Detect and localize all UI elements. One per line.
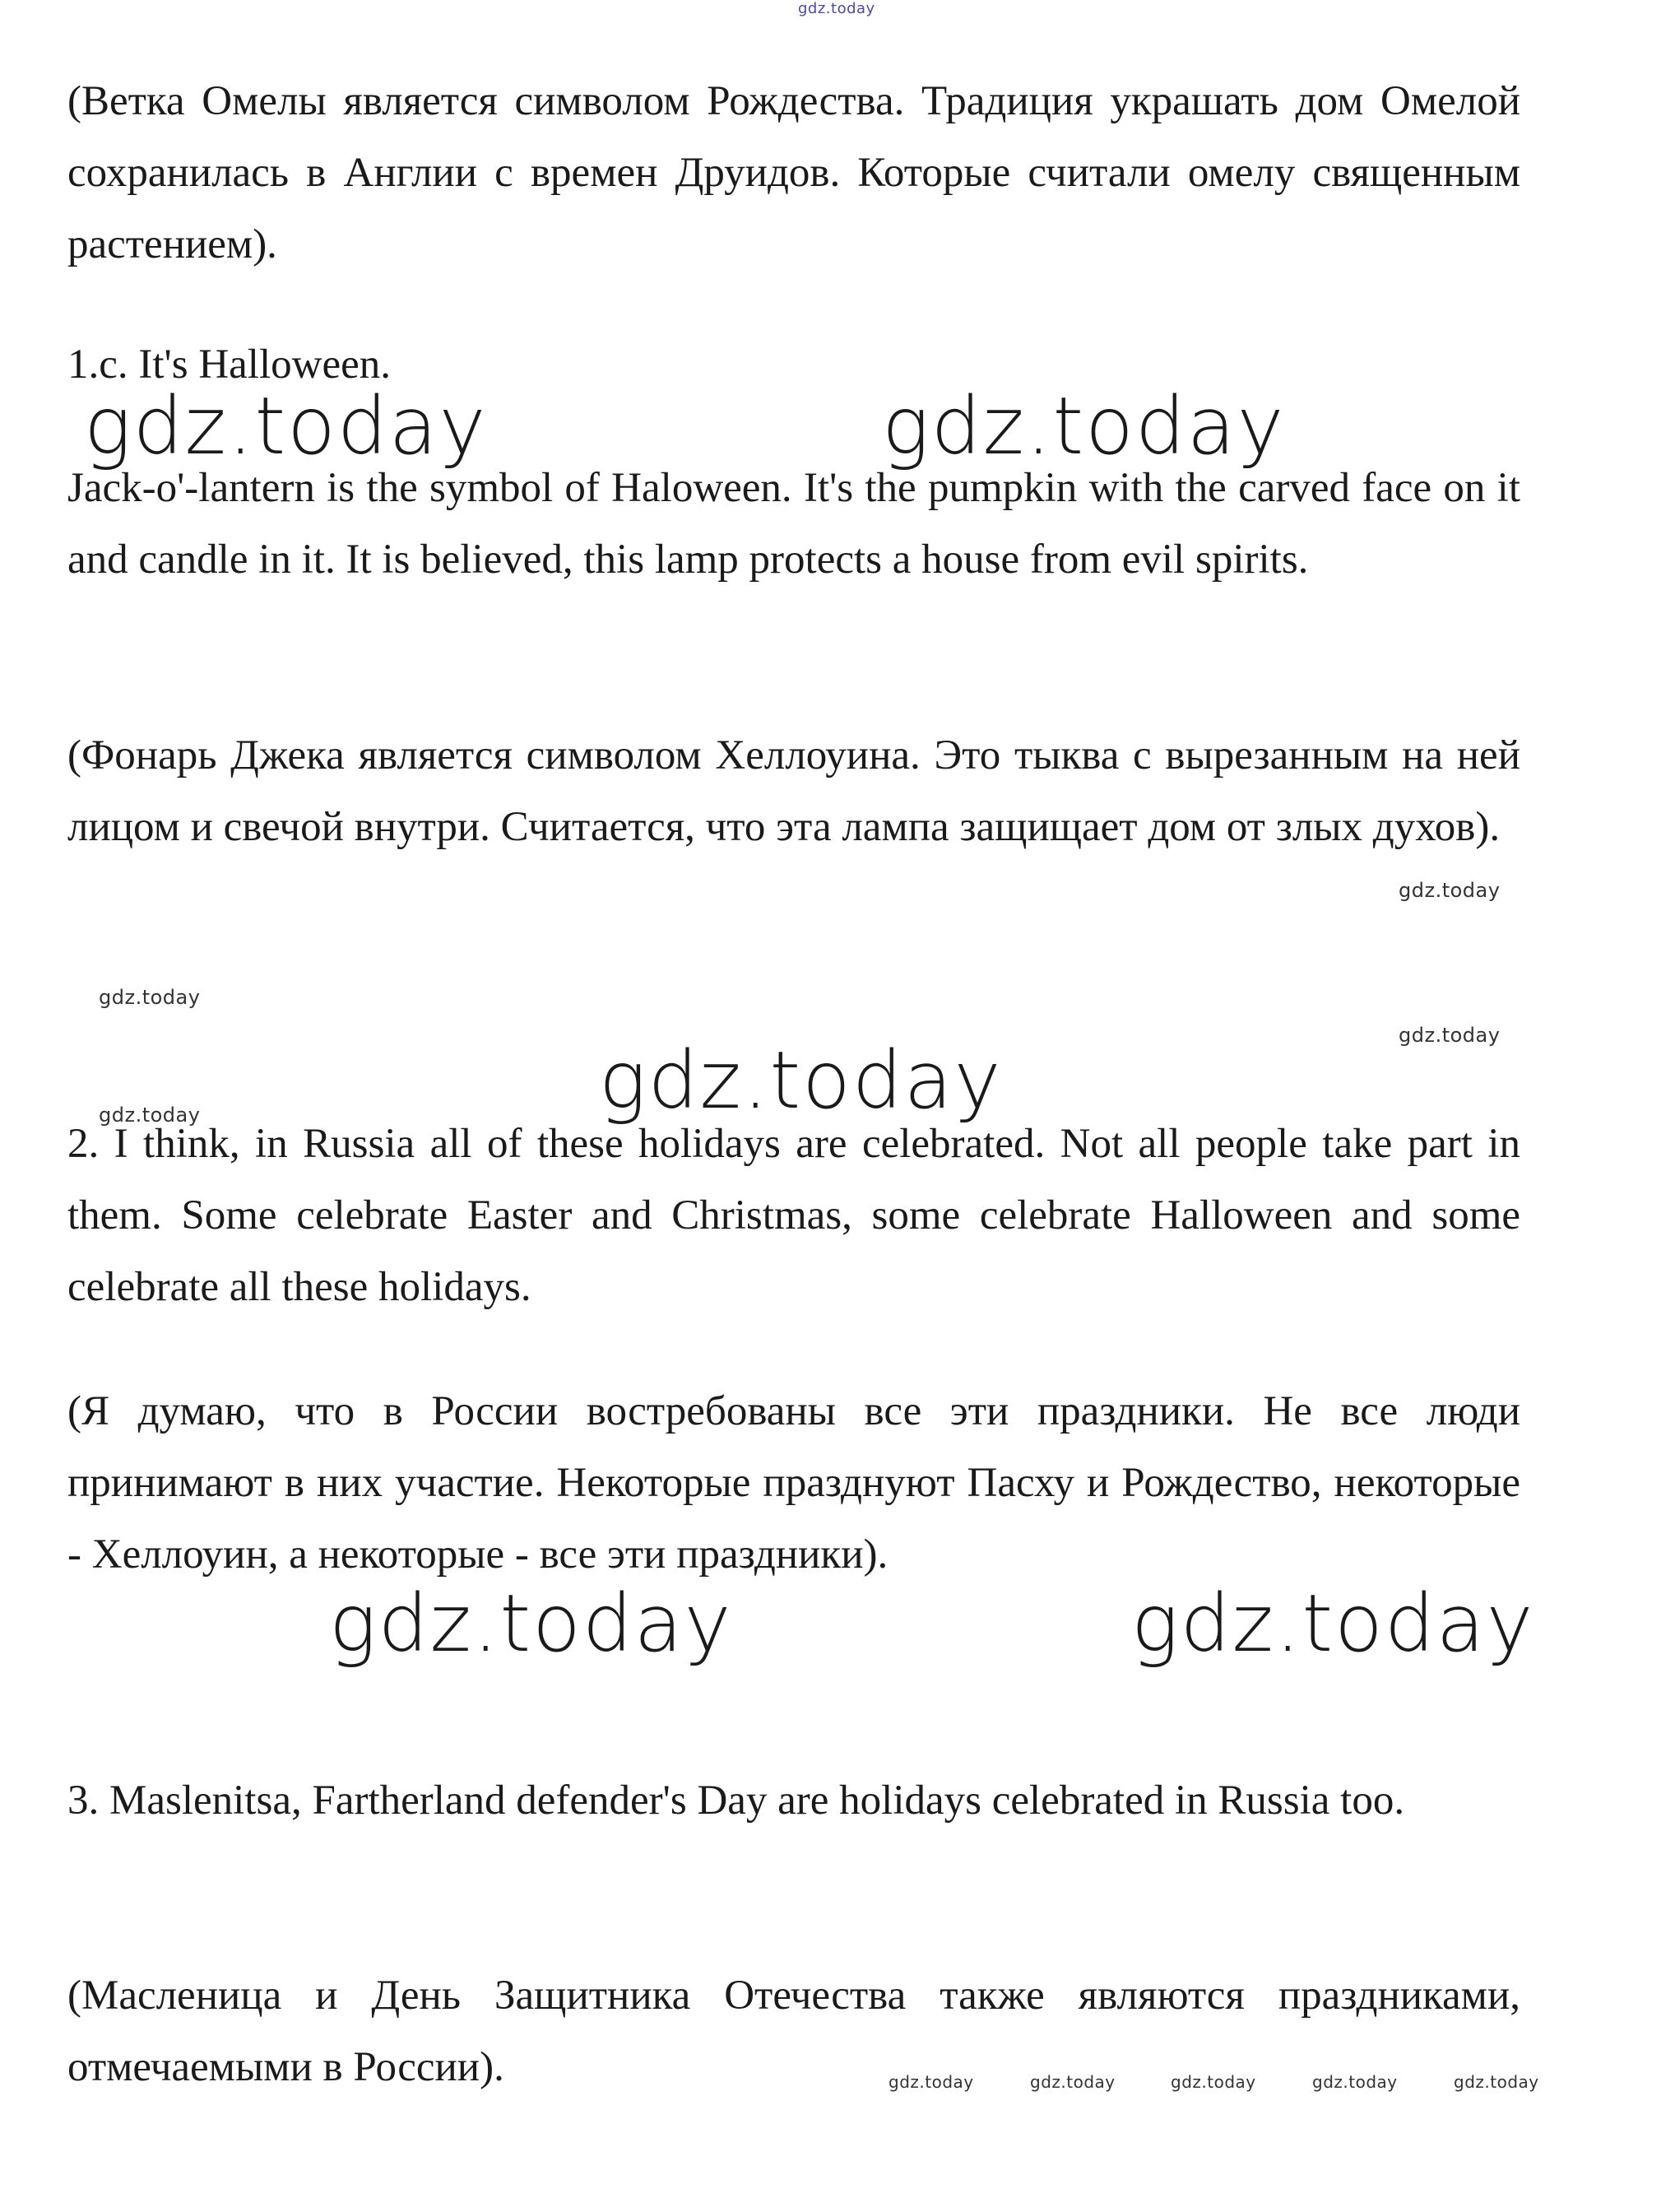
watermark-big: gdz.today [599,1034,1003,1127]
watermark-big: gdz.today [84,380,488,472]
watermark-small: gdz.today [1399,879,1501,902]
watermark-small: gdz.today [99,986,201,1009]
answer-2: 2. I think, in Russia all of these holidays are celebrated. Not all people take part in them. Some celebrate Easter and Christmas, some celebrate Halloween and some celebrate all these holidays. [67,1121,1520,1310]
watermark-tiny: gdz.today [1030,2072,1116,2092]
watermark-top: gdz.today [798,0,875,17]
paragraph-jack-o-lantern: Jack-o'-lantern is the symbol of Haloween. It's the pumpkin with the carved face on it and candle in it. It is believed, this lamp protects a house from evil spirits. [67,465,1520,583]
paragraph-mistletoe-translation: (Ветка Омелы является символом Рождества. Традиция украшать дом Омелой сохранилась в Англии с времен Друидов. Которые считали омелу священным растением). [67,78,1520,267]
answer-3: 3. Maslenitsa, Fartherland defender's Day are holidays celebrated in Russia too. [67,1778,1405,1824]
answer-2-translation: (Я думаю, что в России востребованы все эти праздники. Не все люди принимают в них участие. Некоторые празднуют Пасху и Рождество, некоторые - Хеллоуин, а некоторые - все эти праздники). [67,1388,1520,1578]
answer-1c: 1.c. It's Halloween. [67,342,391,388]
watermark-small: gdz.today [1399,1024,1501,1047]
answer-3-translation: (Масленица и День Защитника Отечества также являются праздниками, отмечаемыми в России). [67,1973,1520,2090]
watermark-tiny: gdz.today [1454,2072,1539,2092]
watermark-big: gdz.today [329,1578,733,1670]
watermark-small: gdz.today [99,1104,201,1127]
paragraph-lantern-translation: (Фонарь Джека является символом Хеллоуина. Это тыква с вырезанным на ней лицом и свечой внутри. Считается, что эта лампа защищает дом от злых духов). [67,732,1520,850]
watermark-tiny: gdz.today [1171,2072,1256,2092]
watermark-tiny: gdz.today [1312,2072,1398,2092]
watermark-big: gdz.today [1131,1578,1535,1670]
watermark-big: gdz.today [882,380,1286,472]
watermark-tiny: gdz.today [889,2072,974,2092]
